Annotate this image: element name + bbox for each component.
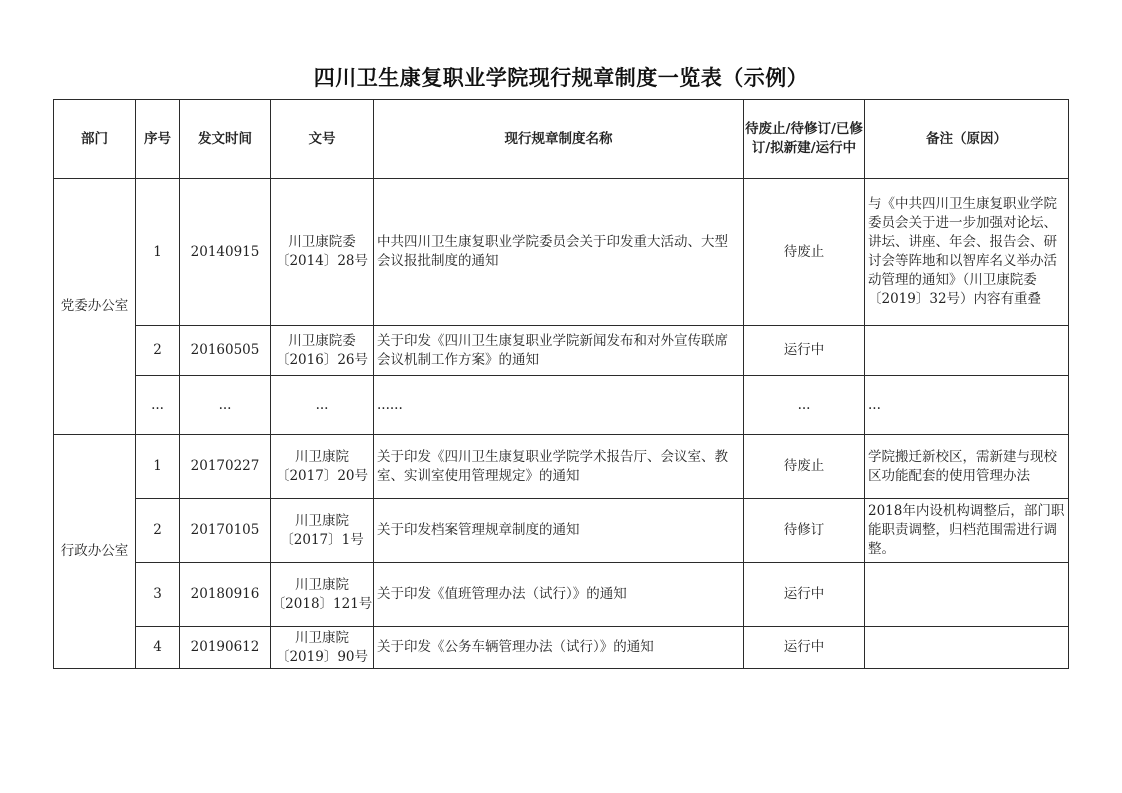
- doc-no-cell: 川卫康院〔2018〕121号: [271, 563, 374, 627]
- date-cell: 20170105: [180, 499, 271, 563]
- status-cell: 待废止: [744, 179, 865, 326]
- note-cell: [865, 627, 1069, 669]
- date-cell: 20190612: [180, 627, 271, 669]
- name-cell: 关于印发《公务车辆管理办法（试行）》的通知: [374, 627, 744, 669]
- seq-cell: 2: [136, 326, 180, 376]
- doc-no-cell: ...: [271, 376, 374, 435]
- status-cell: 待修订: [744, 499, 865, 563]
- header-note: 备注（原因）: [865, 100, 1069, 179]
- header-seq: 序号: [136, 100, 180, 179]
- table-row: [54, 627, 1069, 669]
- dept-cell: 党委办公室: [54, 179, 136, 435]
- name-cell: 关于印发《值班管理办法（试行）》的通知: [374, 563, 744, 627]
- date-cell: ...: [180, 376, 271, 435]
- header-dept: 部门: [54, 100, 136, 179]
- seq-cell: 2: [136, 499, 180, 563]
- date-cell: 20160505: [180, 326, 271, 376]
- doc-no-cell: 川卫康院〔2017〕1号: [271, 499, 374, 563]
- header-date: 发文时间: [180, 100, 271, 179]
- header-name: 现行规章制度名称: [374, 100, 744, 179]
- doc-no-cell: 川卫康院委〔2014〕28号: [271, 179, 374, 326]
- table-row: [54, 179, 1069, 326]
- status-cell: ...: [744, 376, 865, 435]
- seq-cell: ...: [136, 376, 180, 435]
- doc-no-cell: 川卫康院〔2017〕20号: [271, 435, 374, 499]
- note-cell: [865, 326, 1069, 376]
- note-cell: [865, 563, 1069, 627]
- dept-cell: 行政办公室: [54, 435, 136, 669]
- table-row: [54, 499, 1069, 563]
- seq-cell: 1: [136, 435, 180, 499]
- date-cell: 20170227: [180, 435, 271, 499]
- note-cell: 2018年内设机构调整后，部门职能职责调整，归档范围需进行调整。: [865, 499, 1069, 563]
- doc-no-cell: 川卫康院委〔2016〕26号: [271, 326, 374, 376]
- table-row: [54, 563, 1069, 627]
- table-row: [54, 326, 1069, 376]
- table-row: [54, 435, 1069, 499]
- regulations-table: [53, 99, 1069, 669]
- note-cell: ...: [865, 376, 1069, 435]
- header-row: [54, 100, 1069, 179]
- note-cell: 与《中共四川卫生康复职业学院委员会关于进一步加强对论坛、讲坛、讲座、年会、报告会、研讨会等阵地和以智库名义举办活动管理的通知》（川卫康院委〔2019〕32号）内容有重叠: [865, 179, 1069, 326]
- name-cell: 关于印发《四川卫生康复职业学院学术报告厅、会议室、教室、实训室使用管理规定》的通知: [374, 435, 744, 499]
- date-cell: 20180916: [180, 563, 271, 627]
- status-cell: 运行中: [744, 563, 865, 627]
- note-cell: 学院搬迁新校区，需新建与现校区功能配套的使用管理办法: [865, 435, 1069, 499]
- name-cell: 关于印发档案管理规章制度的通知: [374, 499, 744, 563]
- seq-cell: 1: [136, 179, 180, 326]
- header-status: 待废止/待修订/已修订/拟新建/运行中: [744, 100, 865, 179]
- date-cell: 20140915: [180, 179, 271, 326]
- name-cell: 关于印发《四川卫生康复职业学院新闻发布和对外宣传联席会议机制工作方案》的通知: [374, 326, 744, 376]
- seq-cell: 4: [136, 627, 180, 669]
- table-row: [54, 376, 1069, 435]
- header-doc-no: 文号: [271, 100, 374, 179]
- name-cell: ......: [374, 376, 744, 435]
- status-cell: 运行中: [744, 627, 865, 669]
- seq-cell: 3: [136, 563, 180, 627]
- name-cell: 中共四川卫生康复职业学院委员会关于印发重大活动、大型会议报批制度的通知: [374, 179, 744, 326]
- page-title: 四川卫生康复职业学院现行规章制度一览表（示例）: [313, 66, 809, 90]
- status-cell: 运行中: [744, 326, 865, 376]
- doc-no-cell: 川卫康院〔2019〕90号: [271, 627, 374, 669]
- status-cell: 待废止: [744, 435, 865, 499]
